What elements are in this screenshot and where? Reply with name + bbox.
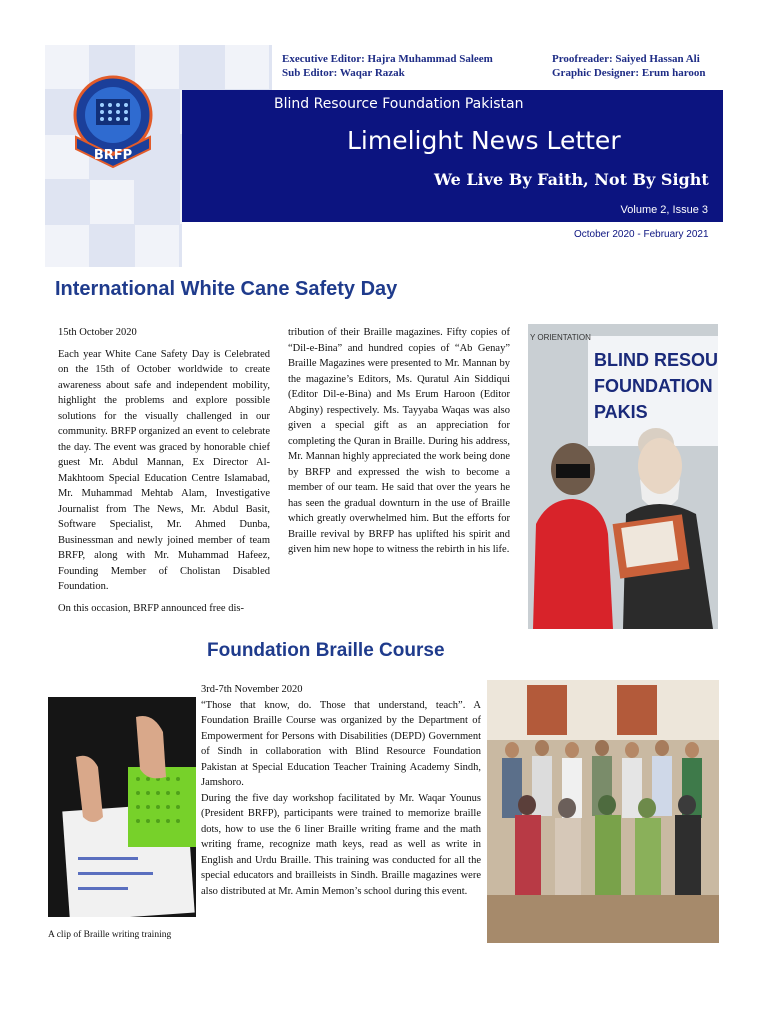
photo-banner-line2: FOUNDATION — [594, 376, 713, 396]
article2-heading: Foundation Braille Course — [207, 640, 445, 661]
article2-text — [201, 682, 481, 905]
photo-banner-line1: BLIND RESOU — [594, 350, 718, 370]
article1-heading: International White Cane Safety Day — [55, 278, 398, 300]
photo-banner-line3: PAKIS — [594, 402, 648, 422]
article2-paragraph1: “Those that know, do. Those that understand, teach”. A Foundation Braille Course was organized by the Department of Empowerment for Persons with Disabilities (DEPD) Government of Sindh in collaboration with Blind Resource Foundation Pakistan at Special Education Teacher Training Academy Sindh, Jamshoro. — [201, 699, 481, 788]
proofreader: Proofreader: Saiyed Hassan Ali — [552, 53, 700, 65]
photo-sign: Y ORIENTATION — [530, 333, 591, 342]
graphic-designer: Graphic Designer: Erum haroon — [552, 67, 706, 79]
executive-editor: Executive Editor: Hajra Muhammad Saleem — [282, 53, 493, 65]
sub-editor: Sub Editor: Waqar Razak — [282, 67, 405, 79]
organization-name: Blind Resource Foundation Pakistan — [274, 96, 524, 112]
article2-paragraph2: During the five day workshop facilitated by Mr. Waqar Younus (President BRFP), participants were trained to memorize braille dots, how to use the 6 liner Braille writing frame and the math writing frame, recognize math keys, read as well as write in English and Urdu Braille. This training was conducted for all the special educators and brailleists in Sindh. Braille magazines were also distributed at Mr. Amin Memon’s school during this event. — [201, 792, 481, 897]
article1-col1 — [58, 325, 270, 622]
article1-paragraph3: tribution of their Braille magazines. Fifty copies of “Dil-e-Bina” and hundred copies of “Ab Genay” Braille Magazines were presented to Mr. Mannan by the magazine’s Editors, Ms. Quratul Ain Siddiqui (Editor Dil-e-Bina) and Ms Erum Haroon (Editor Abginy) respectively. Ms. Tayyaba Waqas was also given a special gift as an appreciation for completing the Quran in Braille. During his address, Mr. Mannan highly appreciated the work being done by BRFP and expressed the wish to become a member of our team. He said that over the years he has seen the gradual downturn in the use of Braille which greatly overwhelmed him. But the efforts for Braille revival by BRFP has uplifted his spirit and given him new hope to witness the rebirth in his life. — [288, 327, 510, 555]
group-photo — [487, 680, 719, 943]
article1-paragraph1: Each year White Cane Safety Day is Celebrated on the 15th of October worldwide to create awareness about safe and independent mobility, highlight the problems and explore possible solutions for the visually challenged in our community. BRFP organized an event to celebrate the day. The event was graced by honorable chief guest Mr. Abdul Mannan, Ex Director Al-Makhtoom Special Education Centre Islamabad, Mr. Muhammad Mehtab Alam, Investigative Journalist from The News, Mr. Abdul Basit, Software Specialist, Mr. Ahmed Dunba, Businessman and newly joined member of team BRFP, along with Mr. Muhammad Hafeez, Founding Member of Cholistan Disabled Foundation. — [58, 348, 270, 592]
article2-date: 3rd-7th November 2020 — [201, 684, 303, 695]
date-range: October 2020 - February 2021 — [574, 229, 709, 240]
volume-issue: Volume 2, Issue 3 — [620, 204, 708, 216]
logo-text: BRFP — [93, 148, 133, 163]
article1-date: 15th October 2020 — [58, 327, 137, 338]
brfp-logo — [70, 75, 156, 175]
event-photo — [528, 324, 718, 629]
article1-col2 — [288, 325, 510, 564]
newsletter-title: Limelight News Letter — [347, 126, 621, 155]
article1-paragraph2: On this occasion, BRFP announced free dis- — [58, 602, 244, 614]
braille-photo-caption: A clip of Braille writing training — [48, 930, 172, 940]
braille-training-photo — [48, 697, 196, 917]
motto: We Live By Faith, Not By Sight — [434, 170, 709, 189]
masthead-band — [182, 90, 723, 222]
